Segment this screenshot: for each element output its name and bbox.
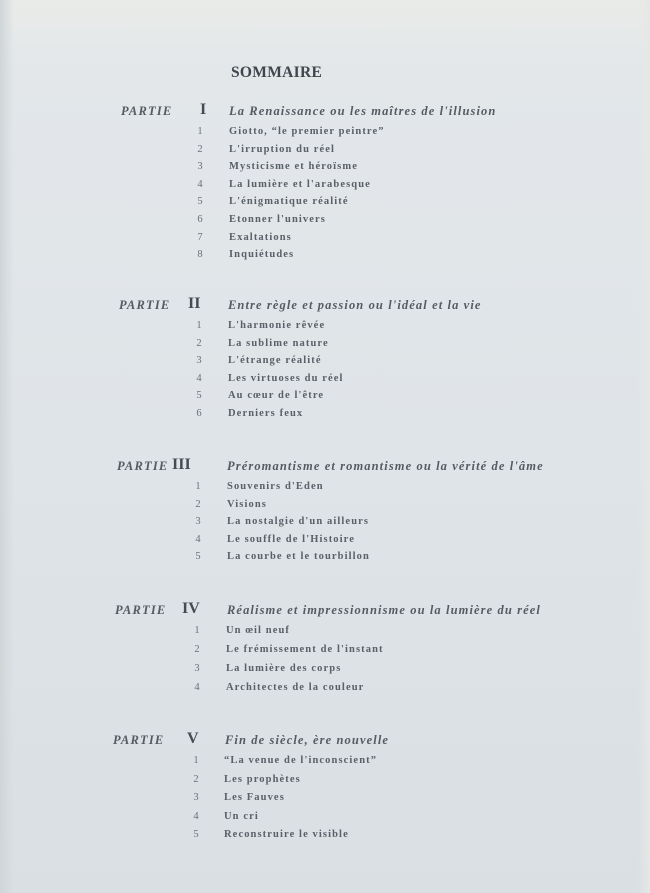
chapter-number: 3 (195, 516, 201, 528)
chapter-title: Architectes de la couleur (226, 682, 365, 693)
chapter-number: 5 (196, 390, 202, 402)
chapter-number: 4 (197, 178, 203, 190)
page-title: SOMMAIRE (231, 64, 323, 81)
chapter-number: 1 (194, 625, 200, 636)
chapter-number: 2 (197, 143, 203, 155)
chapter-title: Mysticisme et héroïsme (229, 161, 358, 173)
part-label: PARTIE (121, 104, 173, 118)
chapter-number: 1 (196, 320, 202, 331)
chapter-title: La lumière et l'arabesque (229, 178, 371, 190)
chapter-title: La courbe et le tourbillon (227, 551, 370, 563)
chapter-title: Visions (227, 498, 267, 510)
chapter-number: 2 (195, 498, 201, 510)
chapter-title: La nostalgie d'un ailleurs (227, 516, 370, 528)
chapter-title: Un cri (224, 810, 259, 822)
chapter-title: Les virtuoses du réel (228, 372, 344, 384)
part-label: PARTIE (117, 459, 169, 473)
chapter-title: L'énigmatique réalité (229, 196, 349, 208)
part-title: Fin de siècle, ère nouvelle (225, 733, 390, 747)
chapter-title: Giotto, “le premier peintre” (229, 126, 385, 137)
part-numeral: III (172, 456, 191, 473)
part-numeral: II (188, 295, 201, 312)
chapter-number: 4 (195, 533, 201, 545)
chapter-number: 4 (194, 682, 200, 693)
chapter-number: 2 (196, 337, 202, 349)
chapter-title: La sublime nature (228, 337, 329, 349)
chapter-title: “La venue de l'inconscient” (224, 755, 378, 766)
part-label: PARTIE (115, 603, 167, 617)
chapter-title: Les prophètes (224, 773, 301, 785)
chapter-title: Souvenirs d'Eden (227, 481, 324, 492)
chapter-number: 2 (194, 644, 200, 655)
chapter-title: Les Fauves (224, 792, 285, 803)
chapter-number: 5 (197, 196, 203, 208)
chapter-number: 1 (197, 126, 203, 137)
chapter-number: 6 (197, 213, 203, 225)
part-label: PARTIE (113, 733, 165, 747)
chapter-title: Le frémissement de l'instant (226, 644, 384, 655)
chapter-number: 3 (194, 663, 200, 674)
part-numeral: V (187, 730, 199, 747)
chapter-number: 1 (193, 755, 199, 766)
chapter-title: L'étrange réalité (228, 355, 322, 367)
chapter-title: Derniers feux (228, 407, 304, 419)
chapter-title: Etonner l'univers (229, 213, 326, 225)
chapter-number: 5 (195, 551, 201, 563)
chapter-number: 6 (196, 407, 202, 419)
part-title: Préromantisme et romantisme ou la vérité de l'âme (227, 459, 544, 473)
chapter-number: 8 (197, 249, 203, 261)
chapter-title: L'harmonie rêvée (228, 320, 326, 331)
chapter-number: 5 (193, 829, 199, 840)
chapter-title: Inquiétudes (229, 249, 295, 261)
chapter-number: 3 (196, 355, 202, 367)
chapter-number: 1 (195, 481, 201, 492)
part-title: La Renaissance ou les maîtres de l'illusion (229, 104, 497, 118)
chapter-title: Exaltations (229, 231, 292, 243)
part-label: PARTIE (119, 298, 171, 312)
chapter-title: La lumière des corps (226, 663, 342, 674)
chapter-number: 2 (193, 773, 199, 785)
chapter-number: 7 (197, 231, 203, 243)
page-edge-highlight (638, 0, 650, 893)
part-numeral: I (200, 101, 207, 118)
page-edge-shadow (0, 0, 14, 893)
chapter-number: 4 (196, 372, 202, 384)
chapter-number: 3 (193, 792, 199, 803)
chapter-number: 3 (197, 161, 203, 173)
part-title: Réalisme et impressionnisme ou la lumière du réel (227, 603, 541, 617)
chapter-title: Un œil neuf (226, 625, 291, 636)
chapter-title: Reconstruire le visible (224, 829, 349, 840)
chapter-title: Le souffle de l'Histoire (227, 533, 355, 545)
chapter-number: 4 (193, 810, 199, 822)
chapter-title: L'irruption du réel (229, 143, 336, 155)
chapter-title: Au cœur de l'être (228, 390, 325, 402)
part-title: Entre règle et passion ou l'idéal et la vie (228, 298, 482, 312)
part-numeral: IV (182, 600, 200, 617)
